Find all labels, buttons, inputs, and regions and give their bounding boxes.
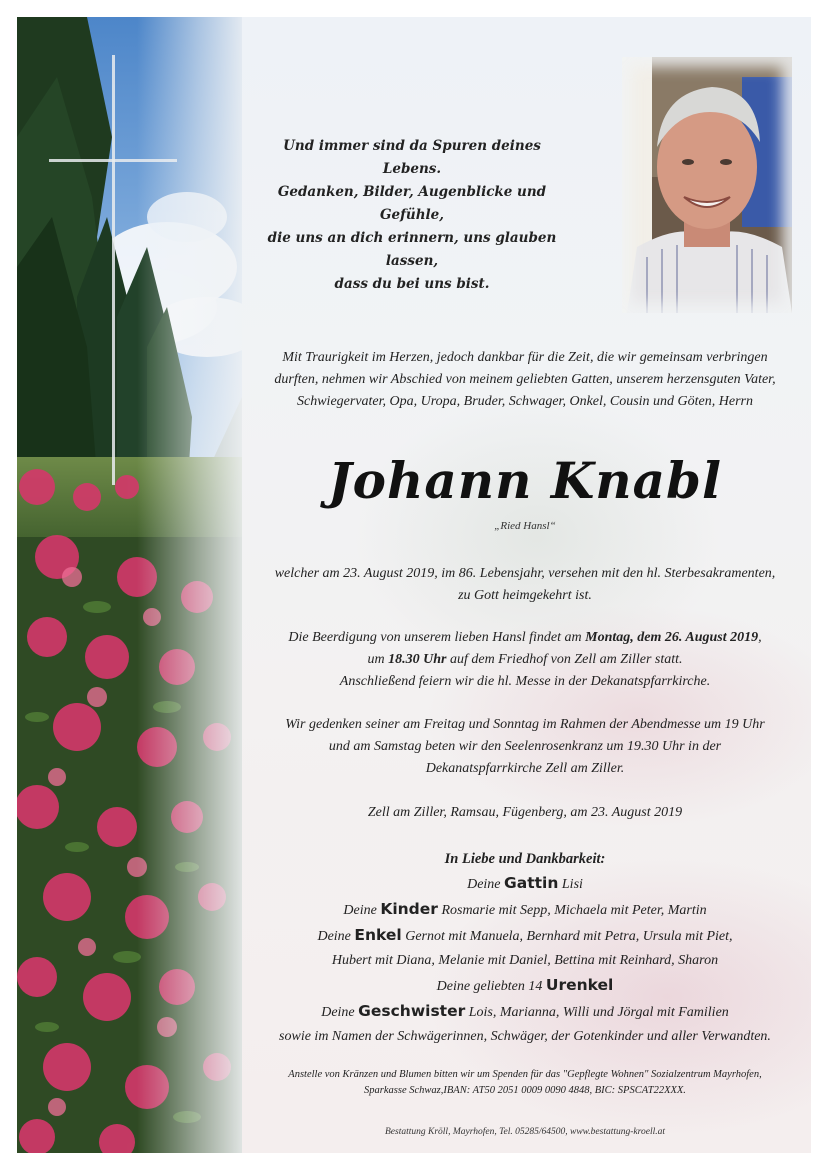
intro-line: Schwiegervater, Opa, Uropa, Bruder, Schwager, Onkel, Cousin und Göten, Herrn bbox=[297, 394, 753, 409]
family-line-enkel-2: Hubert mit Diana, Melanie mit Daniel, Bettina mit Reinhard, Sharon bbox=[331, 953, 719, 968]
death-line: zu Gott heimgekehrt ist. bbox=[458, 588, 592, 603]
funeral-text: auf dem Friedhof von Zell am Ziller statt. bbox=[446, 652, 683, 667]
family-line-gattin bbox=[255, 871, 795, 897]
donation-line: Anstelle von Kränzen und Blumen bitten wir um Spenden für das "Gepflegte Wohnen" Sozialzentrum Mayrhofen, bbox=[288, 1069, 762, 1080]
funeral-line bbox=[255, 649, 795, 671]
relation-label: Enkel bbox=[354, 926, 402, 944]
family-names: Gernot mit Manuela, Bernhard mit Petra, Ursula mit Piet, bbox=[401, 929, 733, 944]
funeral-text: Die Beerdigung von unserem lieben Hansl findet am bbox=[288, 630, 586, 645]
funeral-line bbox=[255, 627, 795, 649]
intro-text bbox=[255, 347, 795, 413]
family-text: Deine bbox=[321, 1005, 359, 1020]
family-names: Rosmarie mit Sepp, Michaela mit Peter, Martin bbox=[437, 903, 707, 918]
poem-line: die uns an dich erinnern, uns glauben lassen, bbox=[267, 230, 557, 269]
relation-label: Gattin bbox=[504, 874, 559, 892]
donation-note bbox=[255, 1067, 795, 1099]
photo-fade bbox=[137, 17, 242, 1153]
family-line-kinder bbox=[255, 897, 795, 923]
deceased-name: Johann Knabl bbox=[327, 451, 723, 510]
donation-line: Sparkasse Schwaz,IBAN: AT50 2051 0009 0090 4848, BIC: SPSCAT22XXX. bbox=[364, 1085, 686, 1096]
family-text: Deine geliebten 14 bbox=[436, 979, 546, 994]
death-line: welcher am 23. August 2019, im 86. Lebensjahr, versehen mit den hl. Sterbesakramenten, bbox=[274, 566, 776, 581]
family-list bbox=[255, 847, 795, 1049]
portrait-photo bbox=[622, 57, 792, 313]
prayer-line: Dekanatspfarrkirche Zell am Ziller. bbox=[425, 761, 625, 776]
relation-label: Kinder bbox=[380, 900, 438, 918]
family-line-urenkel bbox=[255, 973, 795, 999]
obituary-page bbox=[17, 17, 811, 1153]
prayer-info bbox=[255, 714, 795, 780]
deceased-nickname: „Ried Hansl“ bbox=[494, 520, 556, 532]
death-notice bbox=[255, 563, 795, 607]
funeral-line: Anschließend feiern wir die hl. Messe in der Dekanatspfarrkirche. bbox=[339, 674, 711, 689]
relation-label: Geschwister bbox=[358, 1002, 466, 1020]
poem-line: Und immer sind da Spuren deines Lebens. bbox=[283, 138, 541, 177]
intro-line: Mit Traurigkeit im Herzen, jedoch dankbar für die Zeit, die wir gemeinsam verbringen bbox=[282, 350, 768, 365]
poem-line: dass du bei uns bist. bbox=[334, 276, 490, 292]
family-closing: sowie im Namen der Schwägerinnen, Schwäger, der Gotenkinder und aller Verwandten. bbox=[279, 1029, 771, 1044]
prayer-line: und am Samstag beten wir den Seelenrosenkranz um 19.30 Uhr in der bbox=[328, 739, 722, 754]
family-text: Deine bbox=[467, 877, 505, 892]
family-text: Deine bbox=[317, 929, 355, 944]
relation-label: Urenkel bbox=[545, 976, 614, 994]
funeral-time: 18.30 Uhr bbox=[388, 652, 447, 667]
poem bbox=[257, 135, 567, 296]
funeral-text: um bbox=[367, 652, 389, 667]
poem-line: Gedanken, Bilder, Augenblicke und Gefühle, bbox=[277, 184, 547, 223]
family-heading: In Liebe und Dankbarkeit: bbox=[444, 851, 606, 867]
portrait-fade bbox=[622, 57, 792, 313]
funeral-text: , bbox=[758, 630, 762, 645]
family-line-geschwister bbox=[255, 999, 795, 1025]
intro-line: durften, nehmen wir Abschied von meinem geliebten Gatten, unserem herzensguten Vater, bbox=[274, 372, 776, 387]
funeral-info bbox=[255, 627, 795, 693]
place-date: Zell am Ziller, Ramsau, Fügenberg, am 23. August 2019 bbox=[367, 805, 683, 820]
undertaker-info: Bestattung Kröll, Mayrhofen, Tel. 05285/64500, www.bestattung-kroell.at bbox=[385, 1127, 665, 1137]
alpine-rose-photo bbox=[17, 17, 242, 1153]
prayer-line: Wir gedenken seiner am Freitag und Sonntag im Rahmen der Abendmesse um 19 Uhr bbox=[285, 717, 765, 732]
funeral-date: Montag, dem 26. August 2019 bbox=[585, 630, 759, 645]
family-line-enkel bbox=[255, 923, 795, 949]
family-names: Lois, Marianna, Willi und Jörgal mit Familien bbox=[465, 1005, 729, 1020]
family-text: Deine bbox=[343, 903, 381, 918]
family-names: Lisi bbox=[558, 877, 583, 892]
